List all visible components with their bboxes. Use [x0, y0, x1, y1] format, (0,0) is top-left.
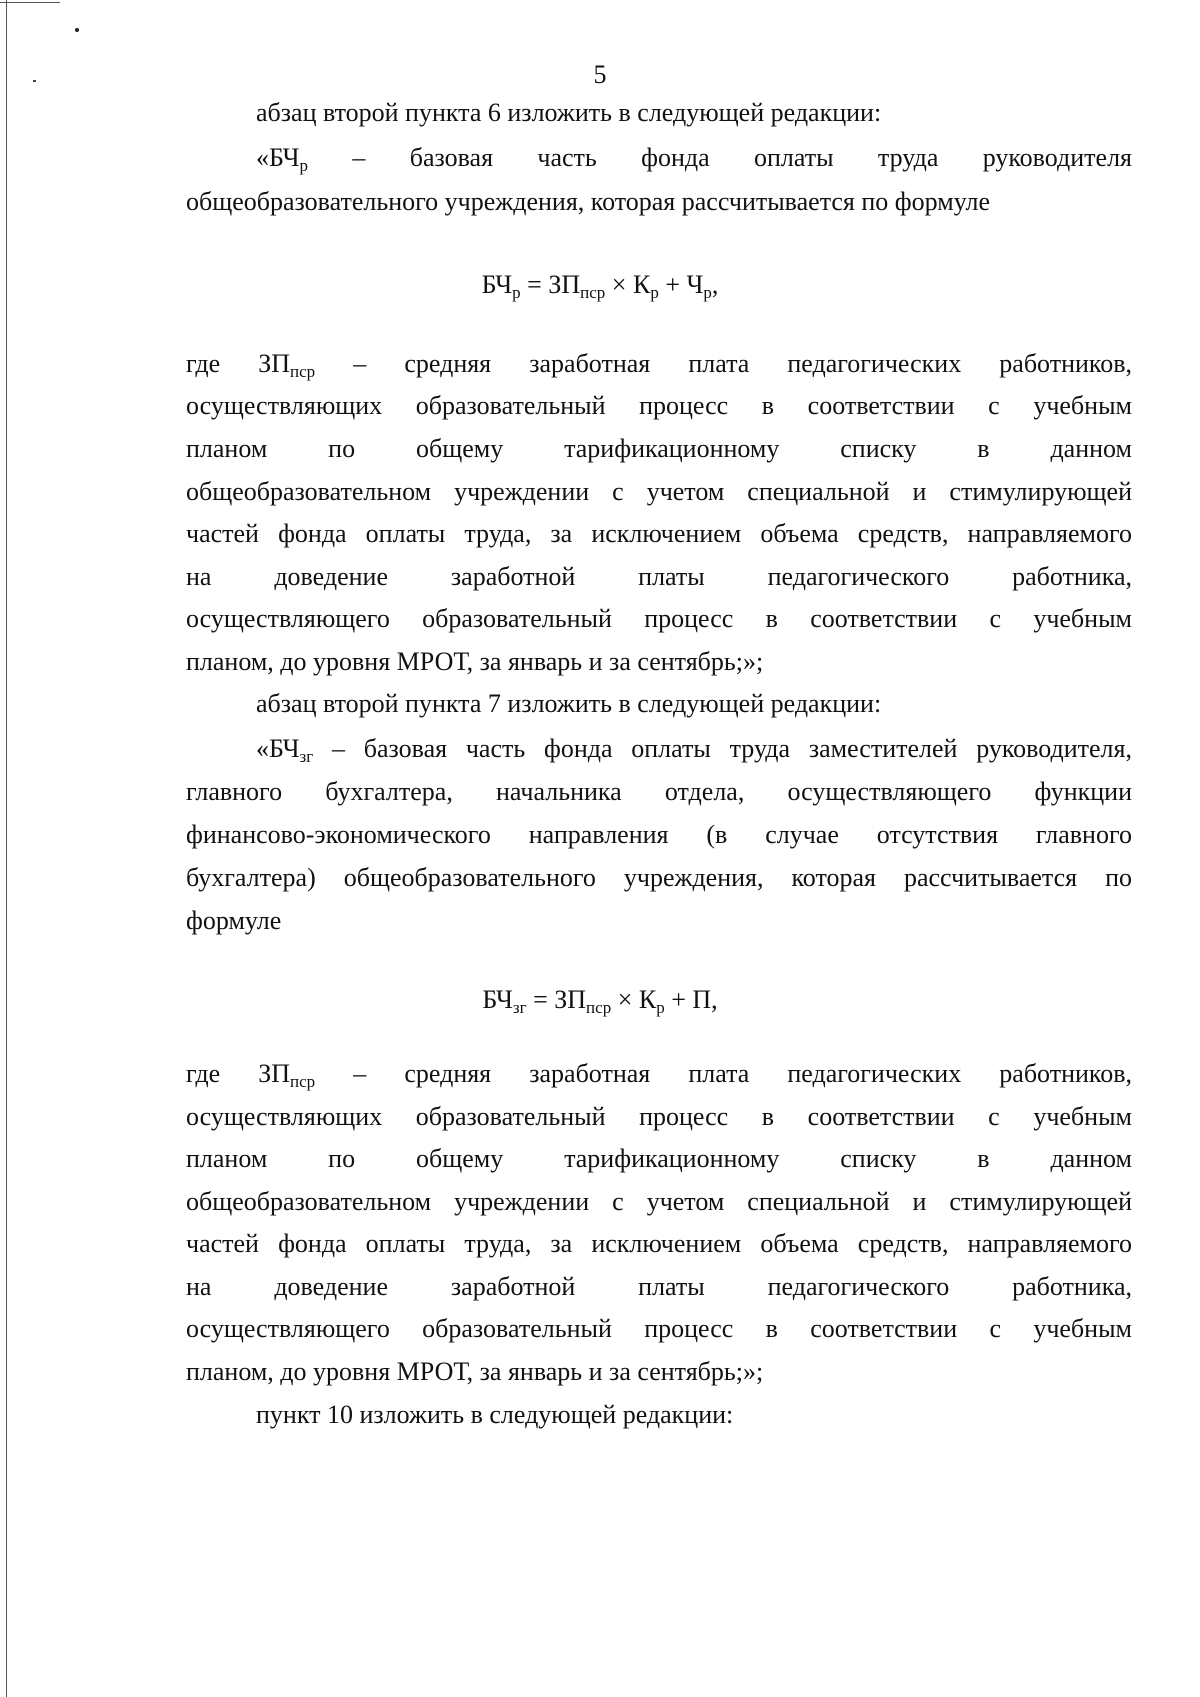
- paragraph-line: финансово-экономического направления (в случае отсутствия главного: [186, 820, 1132, 849]
- paragraph-line: главного бухгалтера, начальника отдела, осуществляющего функции: [186, 777, 1132, 806]
- page-number: 5: [593, 60, 607, 89]
- scan-speck: [75, 28, 79, 32]
- paragraph-line: бухгалтера) общеобразовательного учреждения, которая рассчитывается по: [186, 863, 1132, 892]
- paragraph-line: частей фонда оплаты труда, за исключением объема средств, направляемого: [186, 1229, 1132, 1258]
- paragraph-line: общеобразовательном учреждении с учетом специальной и стимулирующей: [186, 477, 1132, 506]
- paragraph-line: планом, до уровня МРОТ, за январь и за сентябрь;»;: [186, 647, 764, 676]
- paragraph-line: пункт 10 изложить в следующей редакции:: [256, 1400, 734, 1429]
- where-line: где $ЗП_{пср}$ – средняя заработная плата педагогических работников,: [186, 1059, 1132, 1091]
- paragraph-line: планом по общему тарификационному списку в данном: [186, 1144, 1132, 1173]
- paragraph-line: осуществляющего образовательный процесс в соответствии с учебным: [186, 1314, 1132, 1343]
- scan-top-edge: [0, 2, 60, 3]
- paragraph-line: общеобразовательного учреждения, которая рассчитывается по формуле: [186, 187, 991, 216]
- paragraph-line: на доведение заработной платы педагогического работника,: [186, 1272, 1132, 1301]
- where-line: где $ЗП_{пср}$ – средняя заработная плата педагогических работников,: [186, 349, 1132, 381]
- paragraph-line: планом, до уровня МРОТ, за январь и за сентябрь;»;: [186, 1357, 764, 1386]
- paragraph-line: абзац второй пункта 6 изложить в следующей редакции:: [256, 98, 882, 127]
- paragraph-line: осуществляющих образовательный процесс в соответствии с учебным: [186, 1102, 1132, 1131]
- formula: $БЧ_р = ЗП_{пср} \times К_р + Ч_р$,: [481, 270, 719, 302]
- paragraph-line: общеобразовательном учреждении с учетом специальной и стимулирующей: [186, 1187, 1132, 1216]
- definition-line: «$БЧ_{зг}$ – базовая часть фонда оплаты труда заместителей руководителя,: [256, 734, 1132, 766]
- definition-line: «$БЧ_р$ – базовая часть фонда оплаты труда руководителя: [256, 143, 1132, 175]
- scan-left-edge: [6, 0, 7, 1697]
- paragraph-line: планом по общему тарификационному списку в данном: [186, 434, 1132, 463]
- paragraph-line: формуле: [186, 906, 282, 935]
- formula: $БЧ_{зг} = ЗП_{пср} \times К_р + П$,: [482, 985, 718, 1017]
- paragraph-line: частей фонда оплаты труда, за исключением объема средств, направляемого: [186, 519, 1132, 548]
- paragraph-line: осуществляющих образовательный процесс в соответствии с учебным: [186, 391, 1132, 420]
- paragraph-line: осуществляющего образовательный процесс в соответствии с учебным: [186, 604, 1132, 633]
- paragraph-line: на доведение заработной платы педагогического работника,: [186, 562, 1132, 591]
- paragraph-line: абзац второй пункта 7 изложить в следующей редакции:: [256, 689, 882, 718]
